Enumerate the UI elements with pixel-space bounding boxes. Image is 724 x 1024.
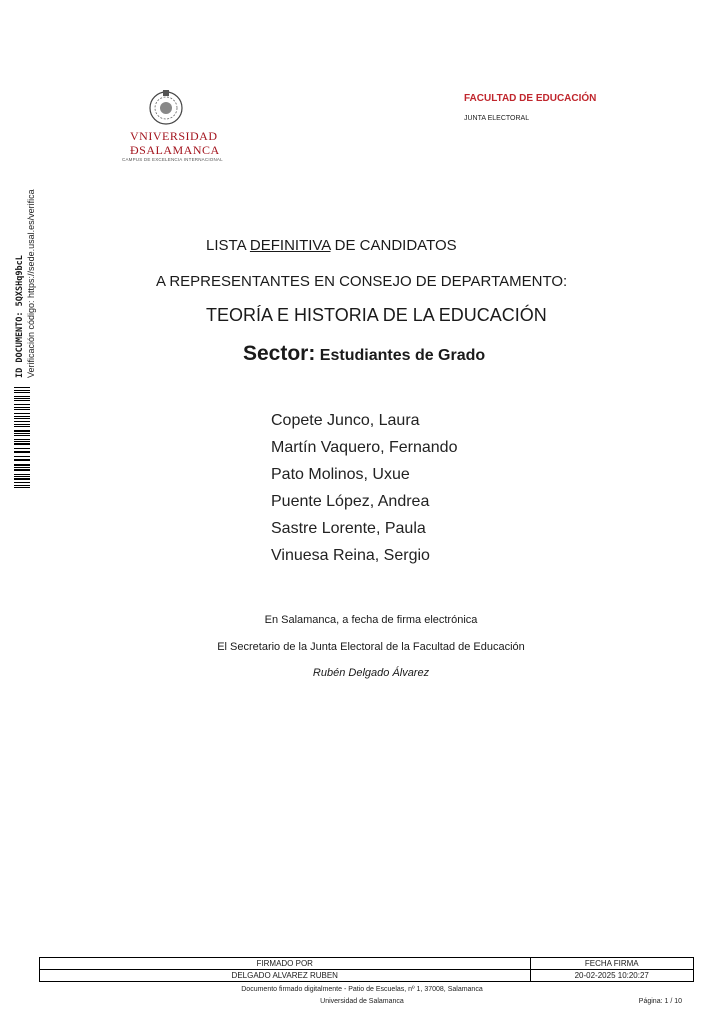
candidate-item: Martín Vaquero, Fernando <box>271 439 458 456</box>
signature-table <box>39 957 694 982</box>
sector-value: Estudiantes de Grado <box>315 347 486 364</box>
electoral-board: JUNTA ELECTORAL <box>464 115 530 122</box>
signer-value: DELGADO ALVAREZ RUBEN <box>40 970 531 982</box>
logo-tagline: CAMPUS DE EXCELENCIA INTERNACIONAL <box>122 157 223 162</box>
candidate-item: Vinuesa Reina, Sergio <box>271 547 430 564</box>
sign-date-value: 20-02-2025 10:20:27 <box>530 970 694 982</box>
title-line-1-post: DE CANDIDATOS <box>330 237 457 254</box>
footer-document-note: Documento firmado digitalmente - Patio de Escuelas, nº 1, 37008, Salamanca <box>241 986 483 993</box>
university-logo <box>108 88 228 168</box>
sector-line <box>243 342 485 366</box>
candidate-item: Sastre Lorente, Paula <box>271 520 426 537</box>
signer-role: El Secretario de la Junta Electoral de la Facultad de Educación <box>217 641 525 653</box>
candidate-item: Pato Molinos, Uxue <box>271 466 410 483</box>
university-seal-icon <box>148 88 184 128</box>
signed-by-header: FIRMADO POR <box>40 958 531 970</box>
page-number: Página: 1 / 10 <box>638 998 682 1005</box>
logo-wordmark-top: VNIVERSIDAD <box>130 129 218 143</box>
sector-label: Sector: <box>243 342 316 365</box>
candidate-item: Puente López, Andrea <box>271 493 430 510</box>
logo-wordmark-bottom: ÐSALAMANCA <box>130 143 220 157</box>
signer-name: Rubén Delgado Álvarez <box>312 667 430 679</box>
title-line-2: A REPRESENTANTES EN CONSEJO DE DEPARTAMENTO: <box>156 273 568 290</box>
candidate-item: Copete Junco, Laura <box>271 412 420 429</box>
title-line-1-pre: LISTA <box>206 237 250 254</box>
candidate-list <box>271 410 457 572</box>
footer-university: Universidad de Salamanca <box>320 998 404 1005</box>
department-name: TEORÍA E HISTORIA DE LA EDUCACIÓN <box>206 305 547 325</box>
title-line-1-underlined: DEFINITIVA <box>249 237 331 254</box>
document-id: ID DOCUMENTO: 5QXSHq9bcL <box>15 255 25 378</box>
title-line-1 <box>206 237 457 254</box>
place-date: En Salamanca, a fecha de firma electrónica <box>264 614 478 626</box>
barcode-icon <box>14 384 30 488</box>
verification-link[interactable]: Verificación código: https://sede.usal.es/verifica <box>26 189 36 378</box>
sign-date-header: FECHA FIRMA <box>530 958 694 970</box>
faculty-name: FACULTAD DE EDUCACIÓN <box>464 93 597 104</box>
